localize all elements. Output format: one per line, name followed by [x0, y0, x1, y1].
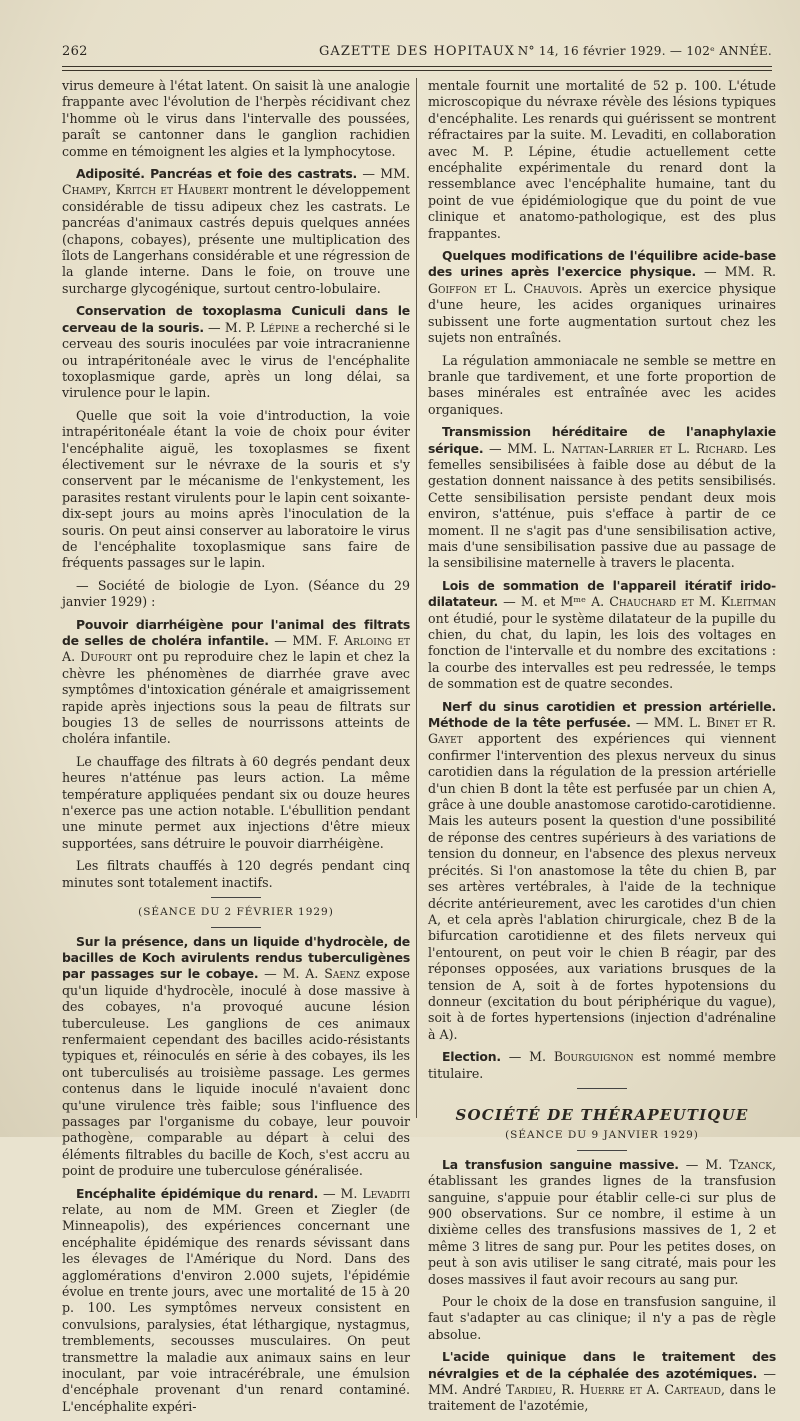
abstract-anaphylaxie: Transmission héréditaire de l'anaphylaxie sérique. — MM. L. Nattan-Larrier et L. Richard. Les femelles sensibilisées à faible dose au début de la gestation donnent naissance à des petits sensibilisés. Cette sensibilisation persiste pendant deux mois environ, s'atténue, puis s'efface à partir de ce moment. Il ne s'agit pas d'une sensibilisation active, mais d'une sensibilisation passive due au passage de la sensibilisine maternelle à travers le placenta. [428, 424, 776, 571]
abstract-title: Encéphalite épidémique du renard. [76, 1185, 319, 1201]
abstract-title: Adiposité. Pancréas et foie des castrats. [76, 166, 358, 182]
abstract-title: Nerf du sinus carotidien et pression artérielle. Méthode de la tête perfusée. [428, 698, 776, 731]
authors: Tzanck [729, 1156, 772, 1172]
abstract-title: La transfusion sanguine massive. [442, 1156, 679, 1172]
paragraph: Le chauffage des filtrats à 60 degrés pendant deux heures n'atténue pas leurs action. La même température appliquées pendant six ou douze heures n'exerce pas une action notable. L'ébullition pendant une minute permet aux injections d'être mieux supportées, sans détruire le pouvoir diarrhéigène. [62, 753, 410, 851]
abstract-adiposite: Adiposité. Pancréas et foie des castrats. — MM. Champy, Kritch et Haubert montrent le développement considérable de tissu adipeux chez les castrats. Le pancréas d'animaux castrés depuis quelques années (chapons, cobayes), présente une multiplication des îlots de Langerhans considérable et une régression de la glande interne. Dans le foie, on trouve une surcharge glycogénique, surtout centro-lobulaire. [62, 166, 410, 296]
authors: Goiffon et L. Chauvois [428, 280, 579, 296]
abstract-title: Pouvoir diarrhéigène pour l'animal des filtrats de selles de choléra infantile. [62, 616, 410, 648]
abstract-title: Conservation de toxoplasma Cuniculi dans le cerveau de la souris. [62, 303, 410, 335]
abstract-diarrhee: Pouvoir diarrhéigène pour l'animal des filtrats de selles de choléra infantile. — MM. F. Arloing et A. Dufourt ont pu reproduire chez le lapin et chez la chèvre les phénomènes de diarrhée grave avec symptômes d'intoxication générale et amaigrissement rapide après injections sous la peau de filtrats sur bougies 13 de selles de nourrissons atteints de choléra infantile. [62, 616, 410, 747]
abstract-sinus-carotidien: Nerf du sinus carotidien et pression artérielle. Méthode de la tête perfusée. — MM. L. Binet et R. Gayet apportent des expériences qui viennent confirmer l'intervention des plexus nerveux du sinus carotidien dans la régulation de la pression artérielle d'un chien B dont la tête est perfusée par un chien A, grâce à une double anastomose carotido-carotidienne. Mais les auteurs posent la question d'une possibilité de réponse des centres supérieurs à des variations de tension du donneur, en l'absence des plexus nerveux précités. Si l'on anastomose la tête du chien B, par ses artères vertébrales, à l'aide de la technique décrite antérieurement, avec les carotides d'un chien A, et cela après l'ablation chirurgicale, chez B de la bifurcation carotidienne et des filets nerveux qui l'entourent, on peut voir le chien B réagir, par des réponses opposées, aux variations brusques de la tension de A, soit à de fortes hypotensions du donneur (excitation du bout périphérique du vague), soit à de fortes hypertensions (injection d'adrénaline à A). [428, 698, 776, 1042]
authors: Saenz [324, 966, 361, 982]
abstract-title: Transmission héréditaire de l'anaphylaxie sérique. [428, 424, 776, 456]
paragraph: Pour le choix de la dose en transfusion sanguine, il faut s'adapter au cas clinique; il n'y a pas de règle absolue. [428, 1294, 776, 1342]
authors: Levaditi [362, 1185, 410, 1201]
paragraph: Les filtrats chauffés à 120 degrés pendant cinq minutes sont totalement inactifs. [62, 858, 410, 890]
paragraph: La régulation ammoniacale ne semble se mettre en branle que tardivement, et une forte proportion de bases minérales est entraînée avec les acides organiques. [428, 352, 776, 417]
header-rule [62, 66, 772, 67]
authors: Chauchard et M. Kleitman [609, 594, 776, 610]
abstract-acide-quinique: L'acide quinique dans le traitement des névralgies et de la céphalée des azotémiques. — MM. André Tardieu, R. Huerre et A. Carteaud, dans le traitement de l'azotémie, [428, 1349, 776, 1414]
authors: Tardieu, R. Huerre et A. Carteaud [505, 1382, 721, 1398]
journal-title: GAZETTE DES HOPITAUX [319, 44, 515, 59]
issue-info: N° 14, 16 février 1929. — 102ᵉ ANNÉE. [517, 44, 772, 58]
abstract-title: L'acide quinique dans le traitement des névralgies et de la céphalée des azotémiques. [428, 1349, 776, 1381]
abstract-title: Election. [442, 1049, 501, 1065]
authors: Binet et R. Gayet [428, 715, 776, 747]
abstract-title: Lois de sommation de l'appareil itératif irido-dilatateur. [428, 577, 776, 610]
header-rule-double [62, 70, 772, 71]
society-lyon: — Société de biologie de Lyon. (Séance du 29 janvier 1929) : [62, 577, 410, 610]
separator [211, 897, 261, 898]
separator [211, 927, 261, 928]
authors: Nattan-Larrier et L. Richard [560, 440, 744, 456]
abstract-title: Sur la présence, dans un liquide d'hydrocèle, de bacilles de Koch avirulents rendus tuberculigènes par passages sur le cobaye. [62, 933, 410, 982]
column-divider [416, 78, 417, 1118]
right-column [428, 78, 776, 1421]
seance-date: (SÉANCE DU 2 FÉVRIER 1929) [138, 906, 334, 919]
paragraph: virus demeure à l'état latent. On saisit là une analogie frappante avec l'évolution de l'herpès récidivant chez l'homme où le virus dans l'intervalle des poussées, paraît se cantonner dans le ganglion rachidien comme en témoignent les algies et la lymphocytose. [62, 78, 410, 159]
running-header [62, 44, 772, 64]
abstract-acide-base: Quelques modifications de l'équilibre acide-base des urines après l'exercice physique. — MM. R. Goiffon et L. Chauvois. Après un exercice physique d'une heure, les acides organiques urinaires subissent une forte augmentation surtout chez les sujets non entraînés. [428, 248, 776, 346]
society-heading: SOCIÉTÉ DE THÉRAPEUTIQUE [455, 1105, 749, 1124]
authors: Bourguignon [553, 1049, 634, 1065]
abstract-title: Quelques modifications de l'équilibre acide-base des urines après l'exercice physique. [428, 248, 776, 280]
seance-date: (SÉANCE DU 9 JANVIER 1929) [505, 1129, 699, 1142]
paragraph: mentale fournit une mortalité de 52 p. 100. L'étude microscopique du névraxe révèle des lésions typiques d'encéphalite. Les renards qui guérissent se montrent réfractaires par la suite. M. Levaditi, en collaboration avec M. P. Lépine, étudie actuellement cette encéphalite expérimentale du renard dont la ressemblance avec l'encéphalite humaine, tant du point de vue épidémiologique que du point de vue clinique et anatomo-pathologique, est des plus frappantes. [428, 78, 776, 241]
page-number: 262 [62, 44, 88, 59]
abstract-renard: Encéphalite épidémique du renard. — M. Levaditi relate, au nom de MM. Green et Ziegler (de Minneapolis), des expériences concernant une encéphalite épidémique des renards sévissant dans les élevages de l'Amérique du Nord. Dans des agglomérations d'environ 2.000 sujets, l'épidémie évolue en trente jours, avec une mortalité de 15 à 20 p. 100. Les symptômes nerveux consistent en convulsions, paralysies, état léthargique, nystagmus, tremblements, secousses musculaires. On peut transmettre la maladie aux animaux sains en leur inoculant, par voie intracérébrale, une émulsion d'encéphale provenant d'un renard contaminé. L'encéphalite expéri- [62, 1185, 410, 1414]
abstract-toxoplasma: Conservation de toxoplasma Cuniculi dans le cerveau de la souris. — M. P. Lépine a recherché si le cerveau des souris inoculées par voie intracranienne ou intrapéritonéale avec le virus de l'encéphalite toxoplasmique garde, après un long délai, sa virulence pour le lapin. [62, 303, 410, 401]
authors: Lépine [260, 319, 300, 335]
authors: Champy, Kritch et Haubert [62, 182, 229, 198]
left-column [62, 78, 410, 1421]
paragraph: Quelle que soit la voie d'introduction, la voie intrapéritonéale étant la voie de choix pour éviter l'encéphalite aiguë, les toxoplasmes se fixent électivement sur le névraxe de la souris et s'y conservent par le mécanisme de l'enkystement, les parasites restant virulents pour le lapin cent soixante-dix-sept jours au moins après l'inoculation de la souris. On peut ainsi conserver au laboratoire le virus de l'encéphalite toxoplasmique sans faire de fréquents passages sur le lapin. [62, 407, 410, 571]
abstract-irido: Lois de sommation de l'appareil itératif irido-dilatateur. — M. et Mᵐᵉ A. Chauchard et M. Kleitman ont étudié, pour le système dilatateur de la pupille du chien, du chat, du lapin, les lois des voltages en fonction de l'intervalle et du nombre des excitations : la courbe des intervalles est peu redressée, le temps de sommation est de quatre secondes. [428, 577, 776, 692]
abstract-transfusion: La transfusion sanguine massive. — M. Tzanck, établissant les grandes lignes de la transfusion sanguine, s'appuie pour établir celle-ci sur plus de 900 observations. Sur ce nombre, il estime à un dixième celles des transfusions massives de 1, 2 et même 3 litres de sang pur. Pour les petites doses, on peut à son avis utiliser le sang citraté, mais pour les doses massives il faut avoir recours au sang pur. [428, 1156, 776, 1287]
authors: Arloing et A. Dufourt [62, 633, 410, 665]
separator [577, 1088, 627, 1089]
separator [577, 1150, 627, 1151]
abstract-hydrocele: Sur la présence, dans un liquide d'hydrocèle, de bacilles de Koch avirulents rendus tuberculigènes par passages sur le cobaye. — M. A. Saenz expose qu'un liquide d'hydrocèle, inoculé à dose massive à des cobayes, n'a provoqué aucune lésion tuberculeuse. Les ganglions de ces animaux renfermaient cependant des bacilles acido-résistants typiques et, réinoculés en série à des cobayes, ils les ont tuberculisés au troisième passage. Les germes contenus dans le liquide inoculé n'avaient donc qu'une virulence très faible; sous l'influence des passages par l'organisme du cobaye, leur pouvoir pathogène, comparable au départ à celui des éléments filtrables du bacille de Koch, s'est accru au point de produire une tuberculose généralisée. [62, 933, 410, 1179]
abstract-election: Election. — M. Bourguignon est nommé membre titulaire. [428, 1049, 776, 1081]
